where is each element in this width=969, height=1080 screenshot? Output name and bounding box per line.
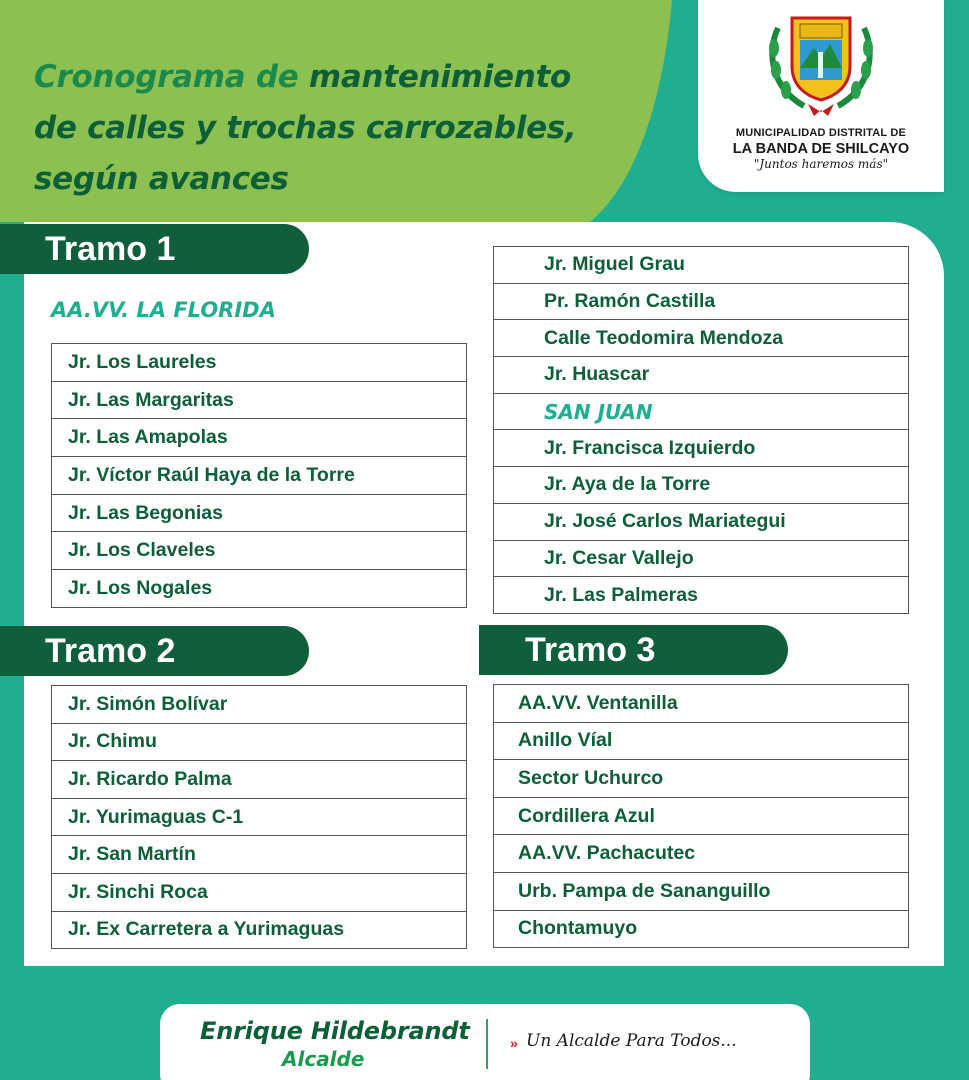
street-name: Calle Teodomira Mendoza [494,320,909,357]
street-name: Jr. Las Palmeras [494,577,909,614]
street-row [52,419,467,457]
page-title: Cronograma de mantenimiento de calles y trochas carrozables, según avances [34,59,577,197]
street-row [52,532,467,570]
footer-divider [486,1019,488,1069]
street-name: Jr. Las Begonias [52,494,467,532]
tramo-3-list [493,684,909,948]
street-row [52,686,467,724]
la-florida-subhead: AA.VV. LA FLORIDA [51,298,276,322]
tramo-1-right-list [493,246,909,614]
municipal-crest-icon [764,8,878,118]
street-name: Jr. Yurimaguas C-1 [52,798,467,836]
street-name: Jr. Simón Bolívar [52,686,467,724]
street-row [52,494,467,532]
street-row [52,344,467,382]
street-row [494,430,909,467]
street-row [494,357,909,394]
street-name: Jr. San Martín [52,836,467,874]
municipality-name-line2: LA BANDA DE SHILCAYO [732,141,910,157]
street-name: Jr. Ex Carretera a Yurimaguas [52,911,467,949]
chevron-right-icon: » [510,1035,518,1051]
footer-banner [160,1004,810,1080]
street-row [494,283,909,320]
municipality-name-line1: MUNICIPALIDAD DISTRITAL DE [735,127,907,139]
section-subhead: SAN JUAN [494,393,909,430]
street-name: Jr. Las Margaritas [52,381,467,419]
street-row [52,761,467,799]
mayor-name: Enrique Hildebrandt [200,1017,470,1045]
street-row [52,570,467,608]
street-name: Chontamuyo [494,910,909,948]
street-name: Jr. Aya de la Torre [494,467,909,504]
street-row [494,320,909,357]
street-row [52,911,467,949]
street-name: Jr. Huascar [494,357,909,394]
street-name: Urb. Pampa de Sananguillo [494,872,909,910]
street-row [52,457,467,495]
street-name: Jr. Los Claveles [52,532,467,570]
street-row [494,872,909,910]
street-name: AA.VV. Pachacutec [494,835,909,873]
section-subhead-row [494,393,909,430]
street-name: Pr. Ramón Castilla [494,283,909,320]
street-name: Jr. Chimu [52,723,467,761]
street-row [494,540,909,577]
street-name: Jr. Víctor Raúl Haya de la Torre [52,457,467,495]
street-row [52,836,467,874]
street-name: Sector Uchurco [494,760,909,798]
street-name: AA.VV. Ventanilla [494,685,909,723]
tramo-2-list [51,685,467,949]
street-row [494,577,909,614]
street-name: Jr. Sinchi Roca [52,873,467,911]
street-row [494,835,909,873]
street-name: Jr. Cesar Vallejo [494,540,909,577]
municipality-logo-card [698,0,944,192]
municipality-motto: "Juntos haremos más" [753,157,889,171]
street-row [494,797,909,835]
street-name: Jr. Ricardo Palma [52,761,467,799]
street-row [494,722,909,760]
street-name: Jr. Las Amapolas [52,419,467,457]
street-name: Jr. Francisca Izquierdo [494,430,909,467]
street-name: Jr. José Carlos Mariategui [494,503,909,540]
street-row [494,910,909,948]
street-row [494,760,909,798]
footer-slogan: Un Alcalde Para Todos... [526,1031,737,1051]
street-name: Cordillera Azul [494,797,909,835]
street-row [52,381,467,419]
street-row [52,798,467,836]
street-name: Anillo Víal [494,722,909,760]
street-row [52,873,467,911]
tramo-3-label: Tramo 3 [479,625,788,675]
street-name: Jr. Los Nogales [52,570,467,608]
mayor-role: Alcalde [282,1047,365,1071]
street-name: Jr. Miguel Grau [494,247,909,284]
street-row [52,723,467,761]
street-row [494,503,909,540]
street-name: Jr. Los Laureles [52,344,467,382]
tramo-1-left-list [51,343,467,608]
street-row [494,685,909,723]
street-row [494,247,909,284]
street-row [494,467,909,504]
tramo-2-label: Tramo 2 [0,626,309,676]
tramo-1-label: Tramo 1 [0,224,309,274]
